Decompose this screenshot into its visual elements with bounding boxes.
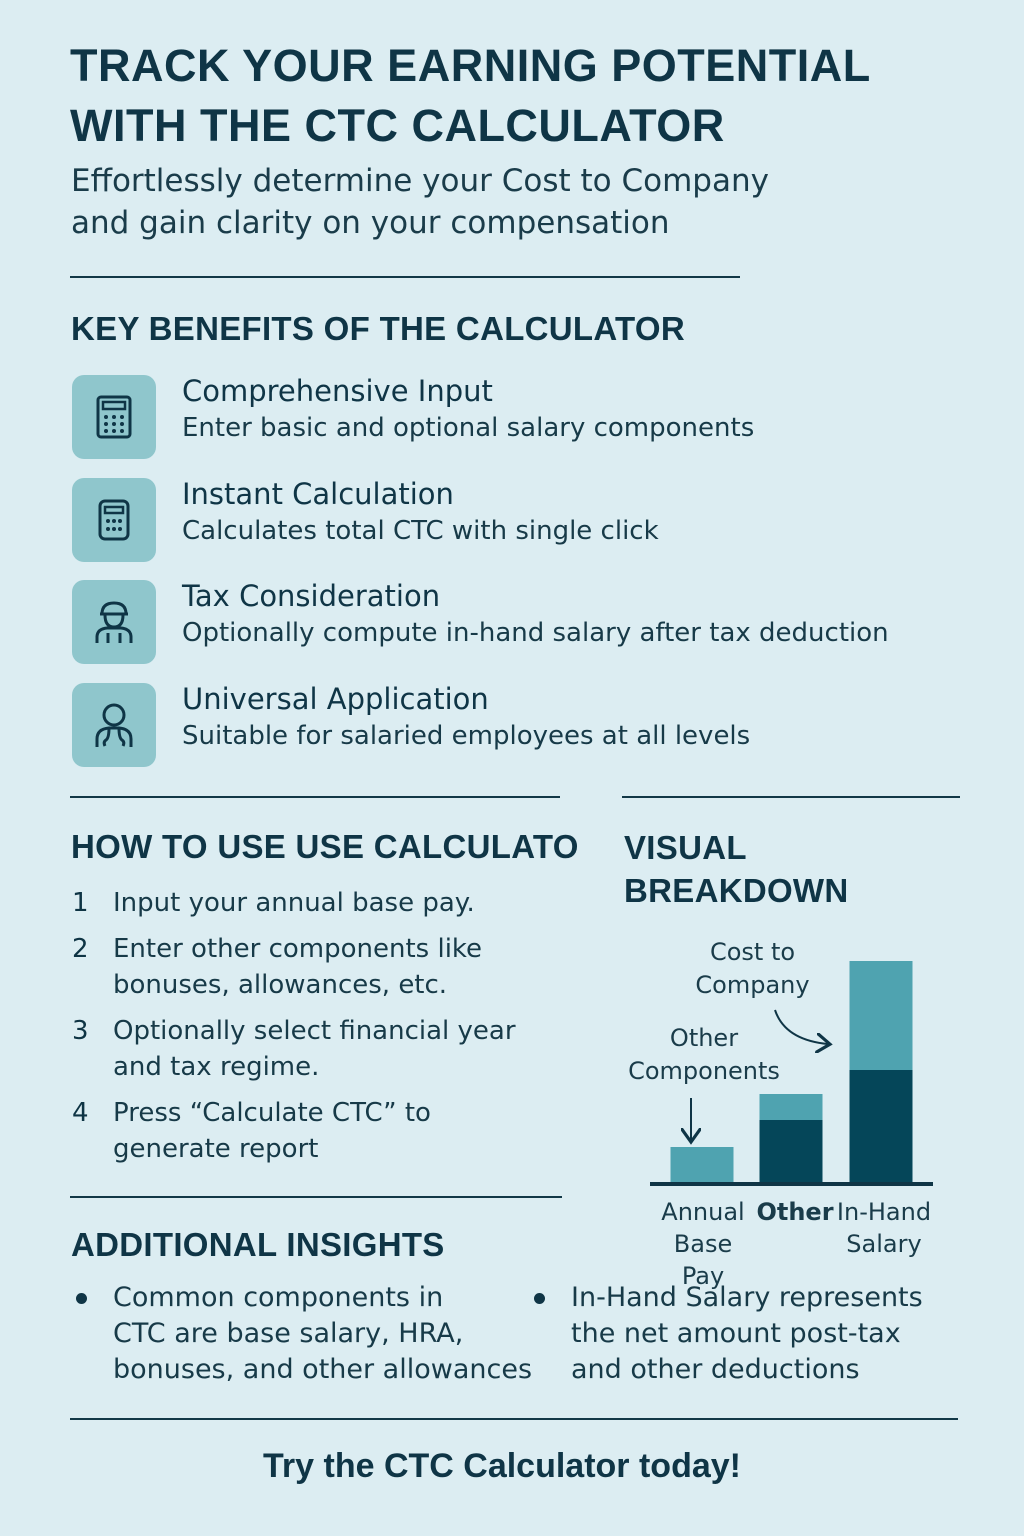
benefit-description: Optionally compute in-hand salary after tax deduction (182, 618, 889, 648)
bar-cap (850, 961, 913, 967)
insights-heading: ADDITIONAL INSIGHTS (71, 1226, 445, 1263)
insight-line: and other deductions (571, 1354, 860, 1385)
step-text (113, 1095, 563, 1167)
person-icon (89, 700, 139, 750)
howto-heading: HOW TO USE USE CALCULATO (71, 828, 579, 865)
benefit-icon-tile (72, 478, 156, 562)
step-line: Input your annual base pay. (113, 888, 475, 918)
x-tick-label (832, 1196, 936, 1260)
insight-line: bonuses, and other allowances (113, 1354, 533, 1385)
bar-cap (671, 1147, 734, 1153)
x-tick-line: Other (756, 1198, 834, 1226)
insight-line: CTC are base salary, HRA, (113, 1318, 464, 1349)
annotation-ctc-line: Company (695, 971, 810, 999)
title-line-1: TRACK YOUR EARNING POTENTIAL (70, 40, 871, 91)
annotation-other-line: Other (669, 1024, 739, 1052)
bar-in-hand-salary-seg-0 (850, 1070, 913, 1182)
benefit-icon-tile (72, 375, 156, 459)
divider-mid (70, 1196, 562, 1198)
bar-in-hand-salary-seg-1 (850, 961, 913, 1070)
breakdown-chart (600, 940, 960, 1200)
insight-item (72, 1280, 533, 1390)
benefit-item (72, 478, 972, 562)
ctc-arrow (775, 1010, 828, 1044)
insight-text (113, 1280, 533, 1388)
subtitle-line-1: Effortlessly determine your Cost to Company (71, 163, 769, 199)
x-tick-label (752, 1196, 838, 1228)
benefit-title: Universal Application (182, 682, 489, 716)
divider-bottom (70, 1418, 958, 1420)
step-item (72, 931, 552, 1003)
step-line: bonuses, allowances, etc. (113, 970, 448, 1000)
breakdown-heading-line-2: BREAKDOWN (624, 872, 849, 909)
benefit-title: Comprehensive Input (182, 374, 493, 408)
benefit-item (72, 375, 972, 459)
step-line: Press “Calculate CTC” to (113, 1098, 431, 1128)
x-tick-line: Annual (661, 1198, 745, 1226)
step-line: generate report (113, 1134, 319, 1164)
person-cap-icon (89, 597, 139, 647)
calculator-icon (89, 392, 139, 442)
breakdown-heading (624, 826, 849, 912)
bullet-dot (534, 1293, 545, 1304)
step-number: 1 (72, 888, 89, 918)
step-item (72, 1095, 552, 1167)
step-text (113, 885, 563, 921)
insight-item (530, 1280, 950, 1390)
subtitle-line-2: and gain clarity on your compensation (71, 205, 670, 241)
benefit-item (72, 683, 972, 767)
step-line: Optionally select financial year (113, 1016, 516, 1046)
calculator-small-icon (89, 495, 139, 545)
benefit-description: Enter basic and optional salary components (182, 413, 755, 443)
bar-cap (760, 1094, 823, 1100)
step-text (113, 1013, 563, 1085)
page-subtitle (71, 160, 951, 244)
divider-top (70, 276, 740, 278)
step-line: and tax regime. (113, 1052, 320, 1082)
step-number: 4 (72, 1098, 89, 1128)
insight-line: In-Hand Salary represents (571, 1282, 923, 1313)
footer-cta[interactable]: Try the CTC Calculator today! (263, 1447, 741, 1485)
divider-left (70, 796, 560, 798)
title-line-2: WITH THE CTC CALCULATOR (70, 100, 725, 151)
annotation-other-line: Components (628, 1057, 780, 1085)
x-tick-label (651, 1196, 755, 1292)
step-line: Enter other components like (113, 934, 483, 964)
insight-line: the net amount post-tax (571, 1318, 901, 1349)
annotation-ctc-line: Cost to (709, 938, 796, 966)
benefit-title: Tax Consideration (182, 579, 441, 613)
step-item (72, 1013, 552, 1085)
benefits-heading: KEY BENEFITS OF THE CALCULATOR (71, 310, 686, 347)
insight-text (571, 1280, 951, 1388)
step-number: 2 (72, 934, 89, 964)
step-text (113, 931, 563, 1003)
x-tick-line: In-Hand (836, 1198, 932, 1226)
divider-right (622, 796, 960, 798)
benefit-icon-tile (72, 683, 156, 767)
insight-line: Common components in (113, 1282, 444, 1313)
bar-other-seg-0 (760, 1120, 823, 1182)
step-number: 3 (72, 1016, 89, 1046)
benefit-description: Suitable for salaried employees at all levels (182, 721, 751, 751)
breakdown-heading-line-1: VISUAL (624, 829, 747, 866)
x-tick-line: Salary (846, 1230, 922, 1258)
benefit-icon-tile (72, 580, 156, 664)
bullet-dot (76, 1293, 87, 1304)
benefit-description: Calculates total CTC with single click (182, 516, 659, 546)
page-title (70, 36, 970, 156)
x-tick-line: Base Pay (673, 1230, 733, 1290)
benefit-item (72, 580, 972, 664)
step-item (72, 885, 552, 921)
benefit-title: Instant Calculation (182, 477, 454, 511)
